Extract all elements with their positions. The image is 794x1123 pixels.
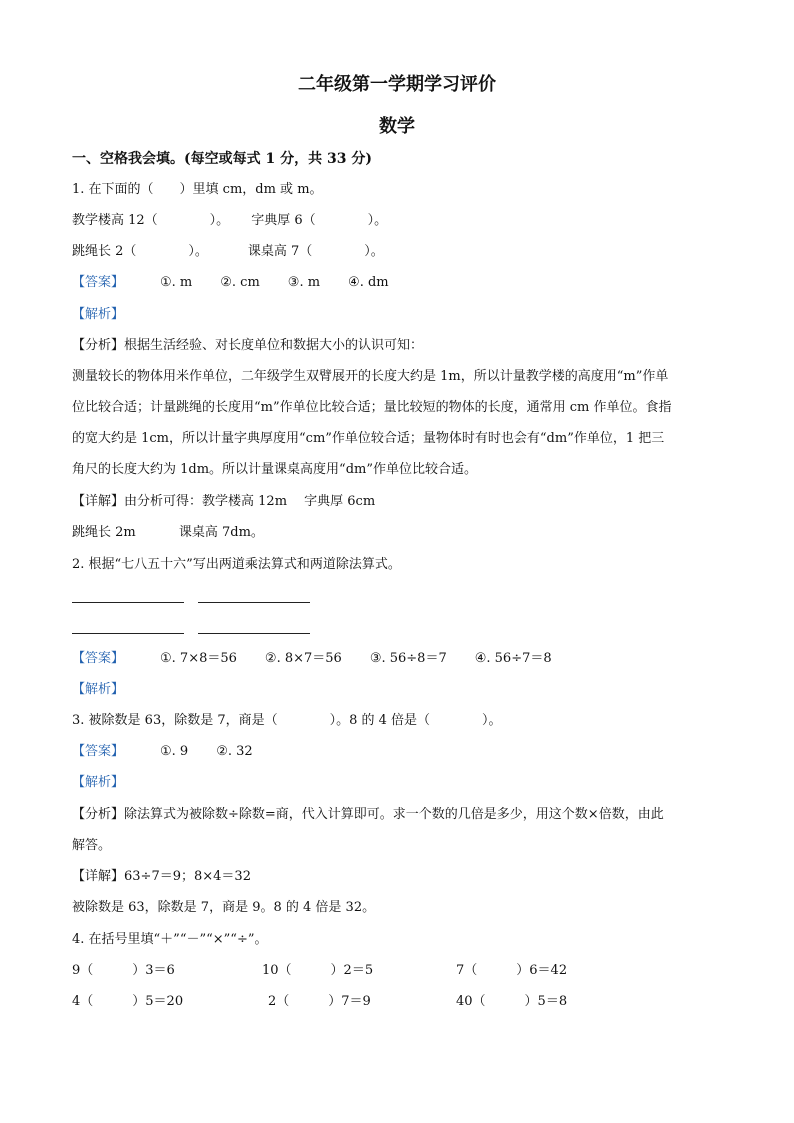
analysis-tag: 【解析】	[72, 775, 125, 790]
q4-row-2-item-2: 2（ ）7＝9	[268, 994, 371, 1009]
q2-answer-line	[72, 650, 552, 668]
q4-row-1-item-2: 10（ ）2＝5	[262, 963, 374, 978]
answer-tag: 【答案】	[72, 651, 125, 666]
q3-fenxi-text: 除法算式为被除数÷除数=商，代入计算即可。求一个数的几倍是多少，用这个数×倍数，由此	[124, 807, 664, 822]
document-title: 二年级第一学期学习评价	[298, 74, 496, 95]
q1-answer-1: ①. m	[160, 275, 193, 290]
q4-stem: 4. 在括号里填“＋”“－”“×”“÷”。	[72, 932, 268, 947]
q4-row-2-item-1: 4（ ）5＝20	[72, 994, 184, 1009]
q3-detail	[72, 868, 251, 886]
fenxi-tag: 【分析】	[72, 338, 125, 353]
q4-row-2-item-3: 40（ ）5＝8	[456, 994, 568, 1009]
q3-fenxi	[72, 806, 664, 824]
q3-detail-text: 63÷7＝9；8×4＝32	[124, 869, 251, 884]
detail-tag: 【详解】	[72, 494, 125, 509]
q2-answer-3: ③. 56÷8＝7	[369, 651, 447, 666]
q1-blank-a: 教学楼高 12（ ）。	[72, 213, 230, 228]
q1-blank-d: 课桌高 7（ ）。	[247, 244, 384, 259]
q2-answer-1: ①. 7×8＝56	[160, 651, 237, 666]
analysis-tag: 【解析】	[72, 307, 125, 322]
q1-fenxi-text: 根据生活经验、对长度单位和数据大小的认识可知：	[124, 338, 424, 353]
q1-detail-text: 由分析可得：教学楼高 12m 字典厚 6cm	[124, 494, 376, 509]
q3-stem: 3. 被除数是 63，除数是 7，商是（ ）。8 的 4 倍是（ ）。	[72, 713, 502, 728]
q1-para-1: 测量较长的物体用米作单位，二年级学生双臂展开的长度大约是 1m，所以计量教学楼的高度用“m”作单	[72, 369, 669, 384]
q1-detail	[72, 493, 375, 511]
analysis-tag: 【解析】	[72, 682, 125, 697]
q1-blank-line-2	[72, 243, 384, 261]
q2-answer-blank-4	[198, 633, 310, 634]
q1-blank-c: 跳绳长 2（ ）。	[72, 244, 208, 259]
detail-tag: 【详解】	[72, 869, 125, 884]
q3-fenxi-2: 解答。	[72, 838, 112, 853]
q1-blank-b: 字典厚 6（ ）。	[251, 213, 388, 228]
q1-para-2: 位比较合适；计量跳绳的长度用“m”作单位比较合适；量比较短的物体的长度，通常用 cm 作单位。食指	[72, 400, 672, 415]
q1-stem: 1. 在下面的（ ）里填 cm，dm 或 m。	[72, 182, 323, 197]
section-heading: 一、空格我会填。(每空或每式 1 分，共 33 分)	[72, 151, 372, 167]
answer-tag: 【答案】	[72, 744, 125, 759]
q1-fenxi	[72, 337, 423, 355]
q1-answer-3: ③. m	[287, 275, 321, 290]
q1-answer-line	[72, 274, 389, 292]
q3-detail-2: 被除数是 63，除数是 7，商是 9。8 的 4 倍是 32。	[72, 900, 376, 915]
q3-answer-2: ②. 32	[216, 744, 253, 759]
q1-blank-line-1	[72, 212, 387, 230]
q2-answer-blank-2	[198, 602, 310, 603]
q2-answer-2: ②. 8×7＝56	[264, 651, 342, 666]
q4-row-1-item-1: 9（ ）3＝6	[72, 963, 175, 978]
q2-answer-4: ④. 56÷7＝8	[474, 651, 552, 666]
q2-answer-blank-3	[72, 633, 184, 634]
q3-answer-line	[72, 743, 253, 761]
q1-para-3: 的宽大约是 1cm，所以计量字典厚度用“cm”作单位较合适；量物体时有时也会有“dm”作单位，1 把三	[72, 431, 665, 446]
q1-para-4: 角尺的长度大约为 1dm。所以计量课桌高度用“dm”作单位比较合适。	[72, 462, 477, 477]
q2-answer-blank-1	[72, 602, 184, 603]
q1-detail-2: 跳绳长 2m 课桌高 7dm。	[72, 525, 264, 540]
q3-answer-1: ①. 9	[160, 744, 189, 759]
fenxi-tag: 【分析】	[72, 807, 125, 822]
answer-tag: 【答案】	[72, 275, 125, 290]
q4-row-1-item-3: 7（ ）6＝42	[456, 963, 568, 978]
subject-title: 数学	[379, 116, 415, 137]
q1-answer-2: ②. cm	[220, 275, 260, 290]
q1-answer-4: ④. dm	[348, 275, 389, 290]
q2-stem: 2. 根据“七八五十六”写出两道乘法算式和两道除法算式。	[72, 557, 401, 572]
